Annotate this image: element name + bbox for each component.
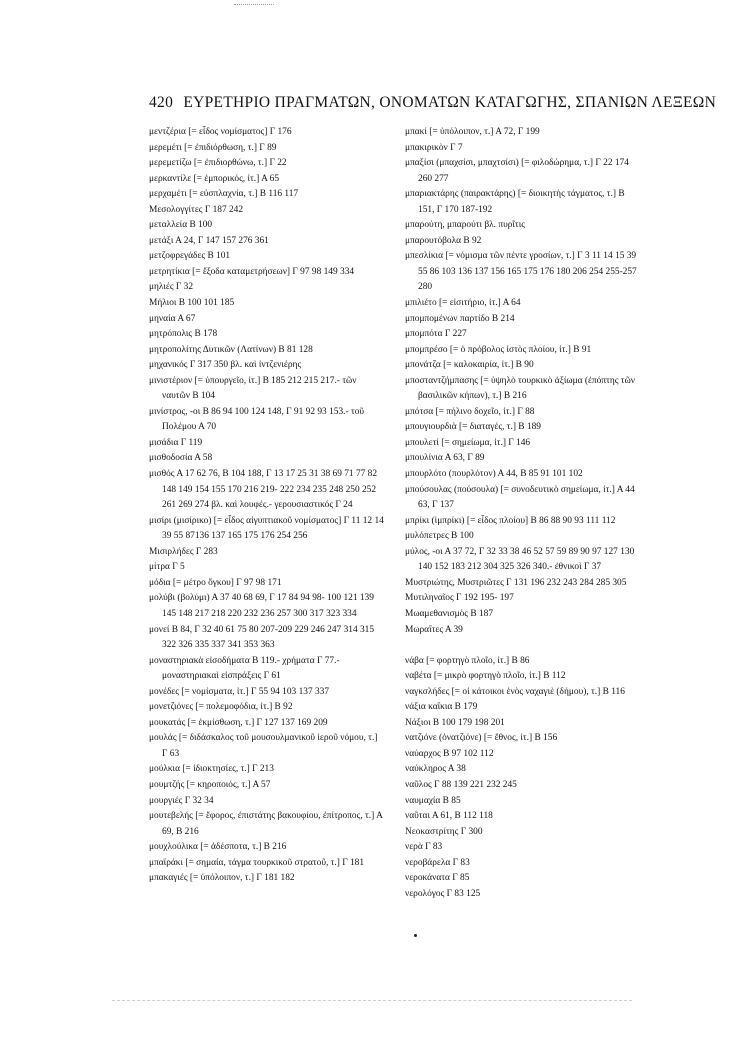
index-entry: νεροβάρελα Γ 83 — [405, 857, 470, 868]
index-entry: μπαϊράκι [= σημαία, τάγμα τουρκικοῦ στρατοῦ, τ.] Γ 181 — [149, 857, 365, 868]
index-entry: μουτεβελής [= ἔφορος, ἐπιστάτης βακουφίου, ἐπίτροπος, τ.] Α 69, Β 216 — [149, 811, 383, 837]
index-entry: Μυτιληναῖος Γ 192 195- 197 — [405, 593, 514, 604]
index-entry: Νάξιοι Β 100 179 198 201 — [405, 717, 505, 728]
index-entry: μπονάτζα [= καλοκαιρία, ἰτ.] Β 90 — [405, 360, 534, 371]
index-entry: μπακιρικὸν Γ 7 — [405, 142, 463, 153]
index-entry: Μήλιοι Β 100 101 185 — [149, 298, 235, 309]
index-entry: μποσταντζήμπασης [= ὑψηλὸ τουρκικὸ ἀξίωμα (ἐπόπτης τῶν βασιλικῶν κήπων), τ.] Β 216 — [405, 375, 635, 402]
index-entry: μισθός Α 17 62 76, Β 104 188, Γ 13 17 25 31 38 69 71 77 82 148 149 154 155 170 216 219- 222 234 235 248 250 252 261 269 274 βλ. καὶ λουφές.- γερουσιαστικός Γ 24 — [149, 469, 378, 511]
index-column-right — [405, 125, 643, 902]
index-entry: μονετζιόνες [= πολεμοφόδια, ἰτ.] Β 92 — [149, 702, 293, 713]
index-entry: μουκατάς [= ἐκμίσθωση, τ.] Γ 127 137 169 209 — [149, 717, 328, 728]
index-entry: μπαρούτη, μπαρούτι βλ. πυρῖτις — [405, 220, 525, 231]
index-entry: μπαξίσι (μπαχσίσι, μπαχτσίσι) [= φιλοδώρημα, τ.] Γ 22 174 260 277 — [405, 158, 629, 184]
page-title: ΕΥΡΕΤΗΡΙΟ ΠΡΑΓΜΑΤΩΝ, ΟΝΟΜΑΤΩΝ ΚΑΤΑΓΩΓΗΣ, ΣΠΑΝΙΩΝ ΛΕΞΕΩΝ — [183, 94, 717, 111]
index-entry: μουχλούλικα [= ἀδέσποτα, τ.] Β 216 — [149, 842, 287, 853]
index-entry: μπαρουτόβολα Β 92 — [405, 235, 482, 246]
page-header — [149, 94, 717, 112]
index-entry: μινίστρος, -οι Β 86 94 100 124 148, Γ 91 92 93 153.- τοῦ Πολέμου Α 70 — [149, 406, 365, 433]
index-entry: νατζιόνε (ὀνατζιόνε) [= ἔθνος, ἰτ.] Β 156 — [405, 733, 558, 744]
index-entry: μπουλετί [= σημείωμα, ἰτ.] Γ 146 — [405, 437, 531, 448]
index-entry: μπαριακτάρης (παιρακτάρης) [= διοικητὴς τάγματος, τ.] Β 151, Γ 170 187-192 — [405, 189, 625, 215]
index-entry: μετζοφρεγάδες Β 101 — [149, 251, 231, 262]
index-entry: μπακί [= ὑπόλοιπον, τ.] Α 72, Γ 199 — [405, 127, 540, 137]
index-entry: ναῦται Α 61, Β 112 118 — [405, 811, 493, 822]
section-gap — [405, 638, 643, 654]
index-entry: μπρίκι (ἱμπρίκι) [= εἶδος πλοίου] Β 86 88 90 93 111 112 — [405, 515, 616, 526]
index-entry: Μεσολογγίτες Γ 187 242 — [149, 204, 244, 215]
index-entry: μπεσλίκια [= νόμισμα τῶν πέντε γροσίων, τ.] Γ 3 11 14 15 39 55 86 103 136 137 156 165 175 176 180 206 254 255-257 280 — [405, 251, 637, 293]
index-entry: μόδια [= μέτρο ὄγκου] Γ 97 98 171 — [149, 577, 282, 588]
index-entry: Μωραΐτες Α 39 — [405, 624, 463, 635]
index-entry: ναῦλος Γ 88 139 221 232 245 — [405, 779, 517, 790]
index-entry: μηχανικός Γ 317 350 βλ. καὶ ἰντζενιέρης — [149, 360, 302, 371]
index-entry: μπουγιουρδιὰ [= διαταγές, τ.] Β 189 — [405, 422, 541, 433]
index-entry: μπιλιέτο [= εἰσιτήριο, ἰτ.] Α 64 — [405, 298, 521, 309]
index-entry: νεροκάνατα Γ 85 — [405, 873, 470, 884]
index-entry: μυλόπετρες Β 100 — [405, 531, 474, 542]
index-entry: μύλος, -οι Α 37 72, Γ 32 33 38 46 52 57 59 89 90 97 127 130 140 152 183 212 304 325 326 340.- ἐθνικοὶ Γ 37 — [405, 546, 635, 573]
index-entry: μπότσα [= πήλινο δοχεῖο, ἰτ.] Γ 88 — [405, 406, 535, 417]
index-entry: μονεί Β 84, Γ 32 40 61 75 80 207-209 229 246 247 314 315 322 326 335 337 341 353 363 — [149, 624, 375, 651]
index-entry: μητροπολίτης Δυτικῶν (Λατίνων) Β 81 128 — [149, 344, 313, 355]
index-entry: νάβα [= φορτηγὸ πλοῖο, ἰτ.] Β 86 — [405, 655, 530, 666]
scan-mark-top — [234, 4, 274, 6]
index-entry: ναυμαχία Β 85 — [405, 795, 461, 806]
index-entry: μισθοδοσία Α 58 — [149, 453, 213, 464]
index-entry: μίτρα Γ 5 — [149, 562, 185, 573]
index-entry: μονέδες [= νομίσματα, ἰτ.] Γ 55 94 103 137 337 — [149, 686, 330, 697]
index-entry: μεντζέρια [= εἶδος νομίσματος] Γ 176 — [149, 127, 292, 137]
index-entry: ναβέτα [= μικρὸ φορτηγὸ πλοῖο, ἰτ.] Β 112 — [405, 671, 566, 682]
index-entry: μπουλίνια Α 63, Γ 89 — [405, 453, 485, 464]
index-entry: μουλάς [= διδάσκαλος τοῦ μουσουλμανικοῦ ἱεροῦ νόμου, τ.] Γ 63 — [149, 733, 378, 759]
index-entry: νερὰ Γ 83 — [405, 842, 443, 853]
index-entry: μοναστηριακὰ εἰσοδήματα Β 119.- χρήματα Γ 77.- μοναστηριακαὶ εἰσπράξεις Γ 61 — [149, 655, 340, 682]
index-entry: μινιστέριον [= ὑπουργεῖο, ἰτ.] Β 185 212 215 217.- τῶν ναυτῶν Β 104 — [149, 375, 357, 402]
index-entry: μερχαμέτι [= εὐσπλαχνία, τ.] Β 116 117 — [149, 189, 299, 200]
index-entry: μουργιές Γ 32 34 — [149, 795, 214, 806]
index-entry: Μυστριώτης, Μυστριῶτες Γ 131 196 232 243 284 285 305 — [405, 577, 627, 588]
index-entry: μεταλλεία Β 100 — [149, 220, 213, 231]
index-entry: μπουρλότο (πουρλότον) Α 44, Β 85 91 101 102 — [405, 469, 583, 480]
index-entry: Μισιρλήδες Γ 283 — [149, 546, 218, 557]
index-entry: μπομπρέσο [= ὁ πρόβολος ἱστὸς πλοίου, ἰτ.] Β 91 — [405, 344, 592, 355]
index-entry: νάξια καΐκια Β 179 — [405, 702, 478, 713]
index-entry: μισίρι (μισίρικο) [= εἶδος αἰγυπτιακοῦ νομίσματος] Γ 11 12 14 39 55 87136 137 165 175 176 254 256 — [149, 515, 384, 542]
index-entry: ναύαρχος Β 97 102 112 — [405, 748, 494, 759]
index-entry: μολύβι (βολύμι) Α 37 40 68 69, Γ 17 84 94 98- 100 121 139 145 148 217 218 220 232 236 257 300 317 323 334 — [149, 593, 374, 619]
index-entry: ναγκσλήδες [= οἱ κάτοικοι ἑνὸς ναχαγιὲ (δήμου), τ.] Β 116 — [405, 686, 625, 697]
index-entry: μισάδια Γ 119 — [149, 437, 203, 448]
index-entry: ναύκληρος Α 38 — [405, 764, 466, 775]
index-entry: μηναία Α 67 — [149, 313, 196, 324]
index-entry: μετάξι Α 24, Γ 147 157 276 361 — [149, 235, 269, 246]
index-entry: μερεμετίζω [= ἐπιδιορθώνω, τ.] Γ 22 — [149, 158, 287, 169]
scan-mark-bottom — [112, 1000, 632, 1001]
ink-speck — [414, 934, 417, 937]
index-entry: μερεμέτι [= ἐπιδιόρθωση, τ.] Γ 89 — [149, 142, 277, 153]
index-entry: μπομπομένων παρτίδο Β 214 — [405, 313, 515, 324]
index-entry: Μωαμεθανισμὸς Β 187 — [405, 608, 494, 619]
index-entry: μουμτζής [= κηροποιός, τ.] Α 57 — [149, 779, 271, 790]
index-entry: μούλκια [= ἰδιοκτησίες, τ.] Γ 213 — [149, 764, 274, 775]
index-entry: μπομπότα Γ 227 — [405, 329, 467, 340]
index-entry: μπακαγιές [= ὑπόλοιπον, τ.] Γ 181 182 — [149, 873, 295, 884]
index-entry: μερκαντίλε [= ἐμπορικός, ἰτ.] Α 65 — [149, 173, 280, 184]
index-column-left — [149, 125, 384, 887]
index-entry: Νεοκαστρίτης Γ 300 — [405, 826, 483, 837]
index-entry: μηλιές Γ 32 — [149, 282, 194, 293]
page-number: 420 — [149, 94, 174, 111]
index-entry: νερολόγος Γ 83 125 — [405, 888, 481, 899]
index-entry: μετρητίκια [= ἔξοδα καταμετρήσεων] Γ 97 98 149 334 — [149, 266, 355, 277]
index-entry: μπούσουλας (πούσουλα) [= συνοδευτικὸ σημείωμα, ἰτ.] Α 44 63, Γ 137 — [405, 484, 635, 511]
index-entry: μητρόπολις Β 178 — [149, 329, 218, 340]
